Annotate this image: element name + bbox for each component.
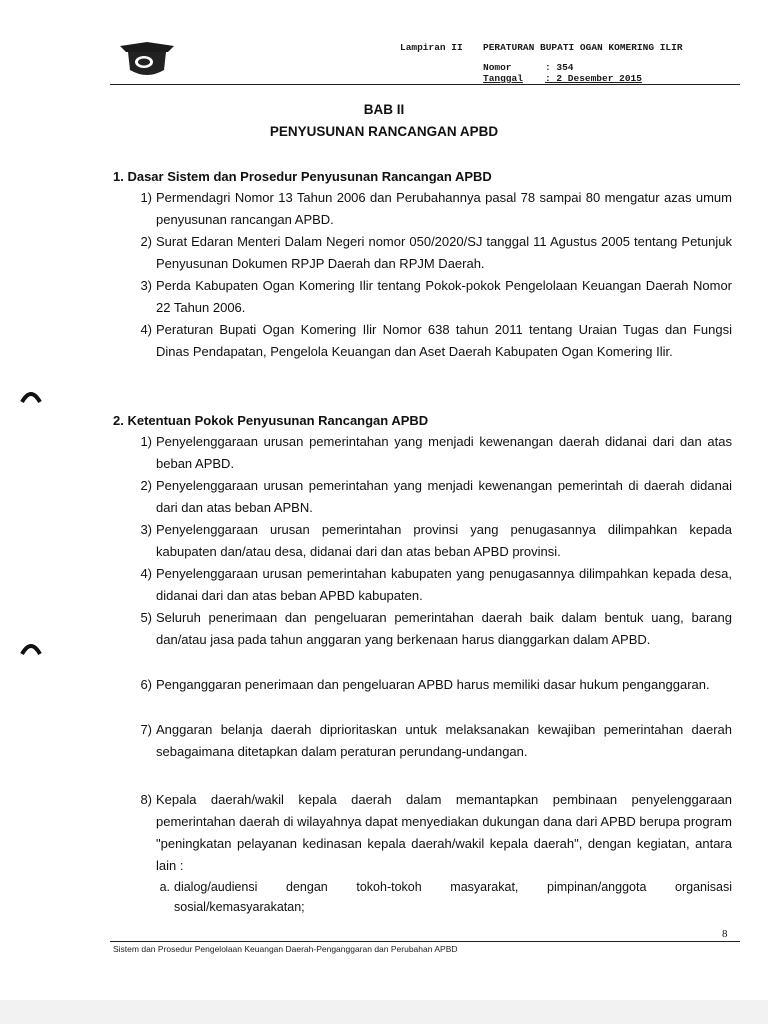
list-item-text: Penganggaran penerimaan dan pengeluaran APBD harus memiliki dasar hukum penganggaran.: [156, 677, 710, 692]
regency-emblem-icon: [118, 40, 176, 80]
list-item-number: 2): [140, 234, 152, 249]
list-item-number: 3): [140, 522, 152, 537]
list-item: [132, 607, 732, 651]
list-item-number: 4): [140, 566, 152, 581]
list-item-number: 5): [140, 610, 152, 625]
list-item: [132, 275, 732, 319]
list-item-text: Penyelenggaraan urusan pemerintahan yang menjadi kewenangan daerah didanai dari dan atas beban APBD.: [156, 434, 732, 471]
list-item-number: 8): [140, 792, 152, 807]
list-item: [132, 789, 732, 877]
list-item-number: 6): [140, 677, 152, 692]
list-item-text: Penyelenggaraan urusan pemerintahan kabupaten yang penugasannya dilimpahkan kepada desa, didanai dari dan atas beban APBD kabupaten.: [156, 566, 732, 603]
list-item-number: 1): [140, 434, 152, 449]
list-item-text: Anggaran belanja daerah diprioritaskan untuk melaksanakan kewajiban pemerintahan daerah sebagaimana ditetapkan dalam peraturan perundang-undangan.: [156, 722, 732, 759]
list-item: [132, 319, 732, 363]
list-item: [132, 231, 732, 275]
list-item-text: Penyelenggaraan urusan pemerintahan provinsi yang penugasannya dilimpahkan kepada kabupaten dan/atau desa, didanai dari dan atas beban APBD provinsi.: [156, 522, 732, 559]
list-item: [132, 719, 732, 763]
header-lampiran: Lampiran II: [400, 42, 463, 53]
sub-list-item-letter: a.: [159, 880, 170, 894]
header-rule: [110, 84, 740, 85]
header-title: PERATURAN BUPATI OGAN KOMERING ILIR: [483, 42, 683, 53]
sub-list-item: [150, 877, 732, 917]
section-2-heading: 2. Ketentuan Pokok Penyusunan Rancangan APBD: [113, 413, 429, 428]
header-nomor-label: Nomor: [483, 62, 512, 73]
list-item-text: Kepala daerah/wakil kepala daerah dalam memantapkan pembinaan penyelenggaraan pemerintahan daerah di wilayahnya dapat menyediakan dukungan dana dari APBD berupa program "peningkatan pelayanan kedinasan kepala daerah/wakil kepala daerah", dengan kegiatan, antara lain :: [156, 792, 732, 873]
list-item-number: 7): [140, 722, 152, 737]
list-item: [132, 674, 732, 696]
binding-hole-mark-icon: [20, 640, 42, 656]
list-item-text: Peraturan Bupati Ogan Komering Ilir Nomor 638 tahun 2011 tentang Uraian Tugas dan Fungsi Dinas Pendapatan, Pengelola Keuangan dan Aset Daerah Kabupaten Ogan Komering Ilir.: [156, 322, 732, 359]
list-item-text: Seluruh penerimaan dan pengeluaran pemerintahan daerah baik dalam bentuk uang, barang dan/atau jasa pada tahun anggaran yang berkenaan harus dianggarkan dalam APBD.: [156, 610, 732, 647]
list-item: [132, 519, 732, 563]
footer-text: Sistem dan Prosedur Pengelolaan Keuangan Daerah-Penganggaran dan Perubahan APBD: [113, 944, 458, 954]
header-tanggal-label: Tanggal: [483, 73, 523, 84]
list-item-number: 1): [140, 190, 152, 205]
binding-hole-mark-icon: [20, 388, 42, 404]
chapter-title: PENYUSUNAN RANCANGAN APBD: [269, 124, 499, 139]
page-number: 8: [722, 928, 728, 940]
list-item-text: Surat Edaran Menteri Dalam Negeri nomor 050/2020/SJ tanggal 11 Agustus 2005 tentang Petunjuk Penyusunan Dokumen RPJP Daerah dan RPJM Daerah.: [156, 234, 732, 271]
list-item: [132, 187, 732, 231]
chapter-label: BAB II: [363, 102, 405, 117]
scan-bottom-edge: [0, 1000, 768, 1024]
list-item-number: 4): [140, 322, 152, 337]
list-item-number: 2): [140, 478, 152, 493]
sub-list-item-text: dialog/audiensi dengan tokoh-tokoh masyarakat, pimpinan/anggota organisasi sosial/kemasyarakatan;: [174, 880, 732, 914]
list-item: [132, 431, 732, 475]
header-tanggal-value: : 2 Desember 2015: [545, 73, 642, 84]
list-item-number: 3): [140, 278, 152, 293]
list-item-text: Penyelenggaraan urusan pemerintahan yang menjadi kewenangan pemerintah di daerah didanai dari dan atas beban APBN.: [156, 478, 732, 515]
section-1-heading: 1. Dasar Sistem dan Prosedur Penyusunan Rancangan APBD: [113, 169, 492, 184]
list-item: [132, 475, 732, 519]
footer-rule: [110, 941, 740, 942]
list-item: [132, 563, 732, 607]
list-item-text: Perda Kabupaten Ogan Komering Ilir tentang Pokok-pokok Pengelolaan Keuangan Daerah Nomor 22 Tahun 2006.: [156, 278, 732, 315]
list-item-text: Permendagri Nomor 13 Tahun 2006 dan Perubahannya pasal 78 sampai 80 mengatur azas umum penyusunan rancangan APBD.: [156, 190, 732, 227]
header-nomor-value: : 354: [545, 62, 574, 73]
